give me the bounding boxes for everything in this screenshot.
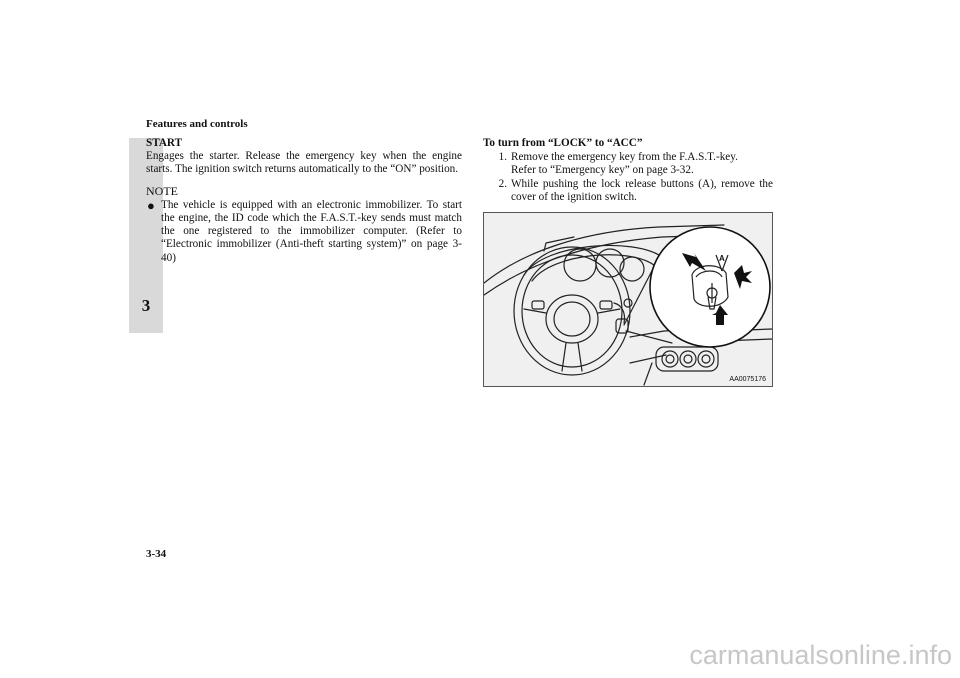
step-instruction: While pushing the lock release buttons (A), remove the cover of the ignition switch. xyxy=(511,177,773,203)
procedure-heading: To turn from “LOCK” to “ACC” xyxy=(483,137,643,149)
step-reference: Refer to “Emergency key” on page 3-32. xyxy=(511,164,694,177)
note-text: The vehicle is equipped with an electronic immobilizer. To start the engine, the ID code which the F.A.S.T.-key sends must match the one registered to the immobilizer computer. (Refer to “Electronic immobilizer (Anti-theft starting system)” on page 3-40) xyxy=(161,198,462,264)
step-instruction: Remove the emergency key from the F.A.S.T.-key. xyxy=(511,151,738,164)
step-number: 2. xyxy=(498,177,507,190)
dashboard-drawing xyxy=(484,213,772,386)
bullet-icon: ● xyxy=(147,197,155,213)
step-number: 1. xyxy=(498,151,507,164)
chapter-number: 3 xyxy=(141,296,151,315)
left-column xyxy=(146,137,462,265)
section-header: Features and controls xyxy=(146,118,248,130)
ignition-switch-illustration xyxy=(483,212,773,387)
step-text xyxy=(511,151,773,177)
step-item xyxy=(483,178,773,204)
note-item xyxy=(146,199,462,265)
figure-code: AA0075176 xyxy=(729,376,766,383)
note-label: NOTE xyxy=(146,183,178,198)
start-heading: START xyxy=(146,137,183,149)
start-text: Engages the starter. Release the emergency key when the engine starts. The ignition switch returns automatically to the “ON” position. xyxy=(146,150,462,176)
callout-label: A xyxy=(719,254,725,263)
page-number: 3-34 xyxy=(146,548,167,560)
right-column xyxy=(483,137,773,204)
step-item xyxy=(483,151,773,177)
watermark: carmanualsonline.info xyxy=(689,640,952,670)
